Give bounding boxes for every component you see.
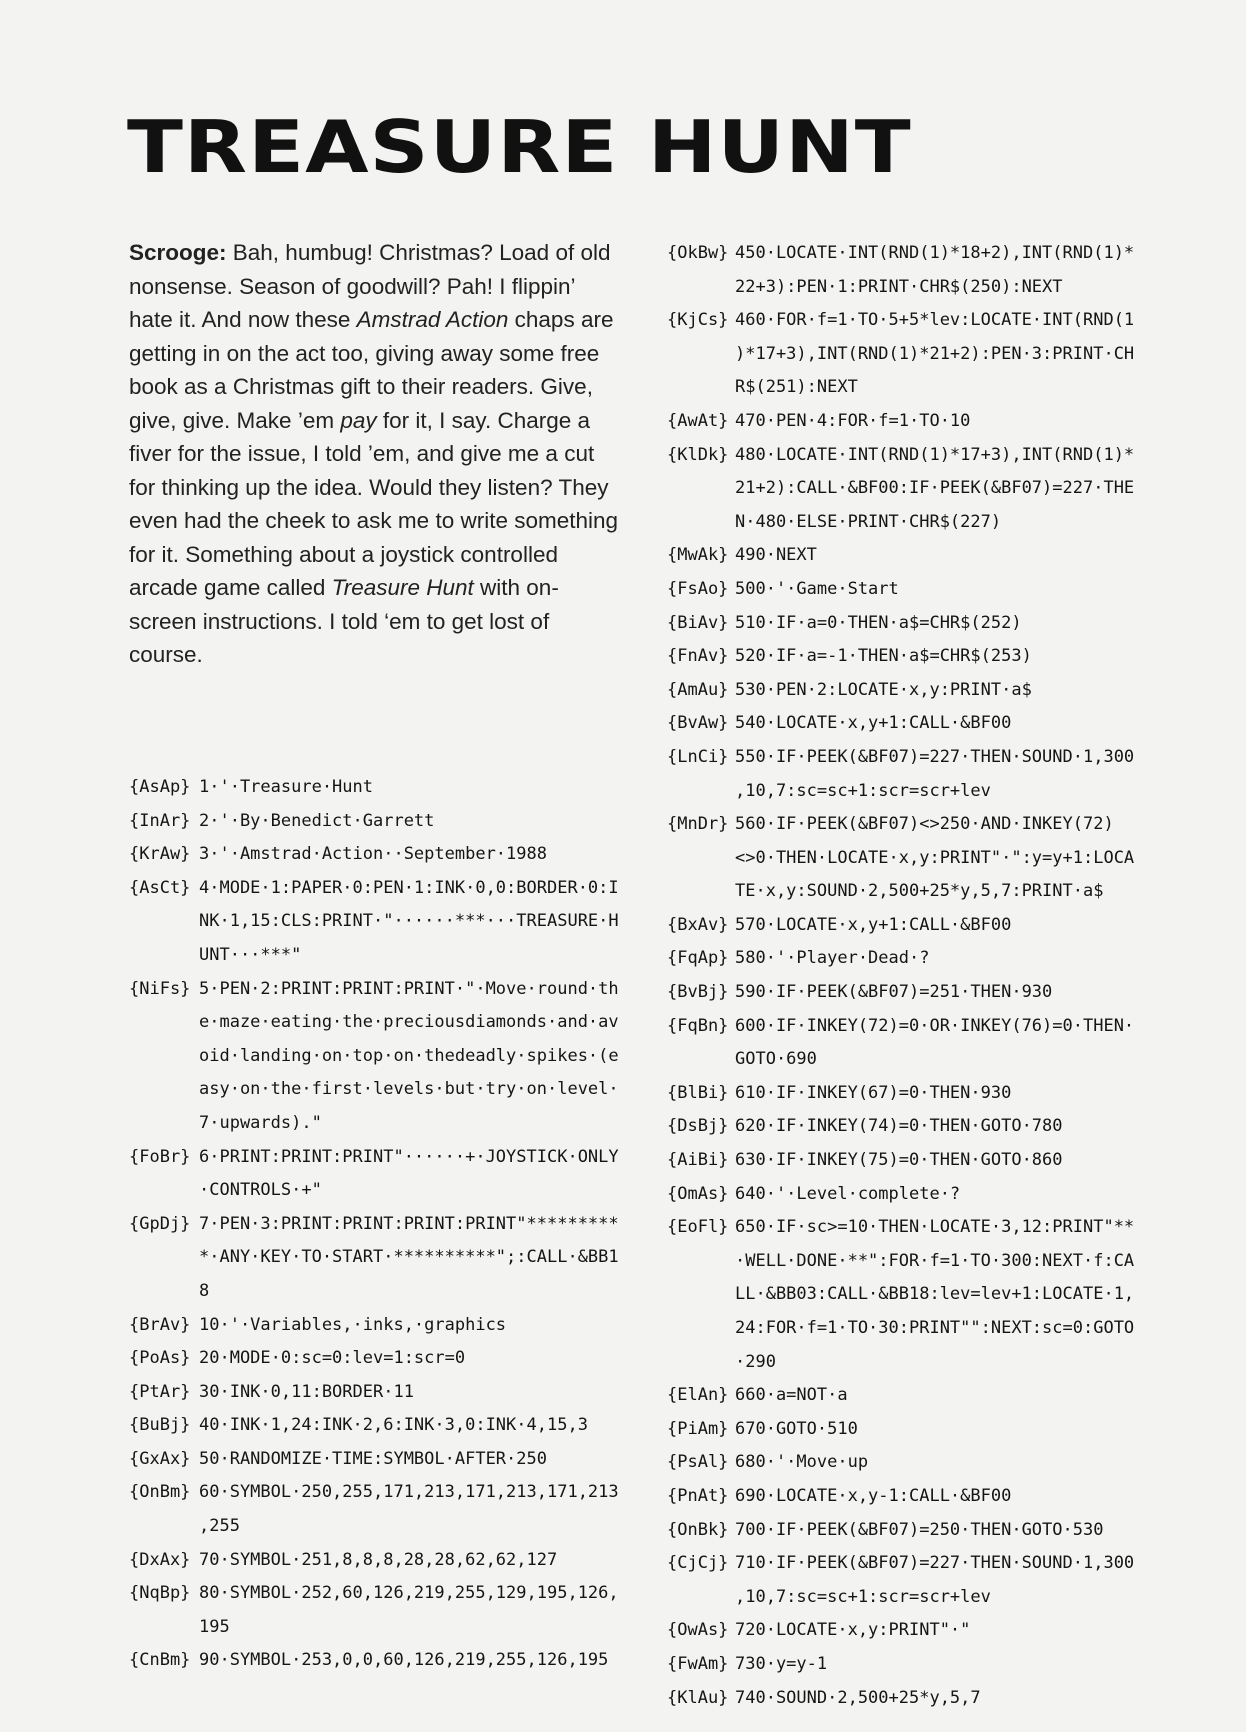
code-line <box>667 1211 1137 1379</box>
checksum-tag: {PiAm} <box>667 1418 729 1439</box>
basic-code: 650·IF·sc>=10·THEN·LOCATE·3,12:PRINT"**·WELL·DONE·**":FOR·f=1·TO·300:NEXT·f:CALL·&BB03:CALL·&BB18:lev=lev+1:LOCATE·1,24:FOR·f=1·TO·30:PRINT"":NEXT:sc=0:GOTO·290 <box>735 1217 1135 1372</box>
checksum-tag: {FqBn} <box>667 1015 729 1036</box>
checksum-tag: {AsAp} <box>129 777 191 797</box>
basic-code: 740·SOUND·2,500+25*y,5,7 <box>735 1687 981 1708</box>
checksum-tag: {EoFl} <box>667 1217 729 1238</box>
basic-code: 50·RANDOMIZE·TIME:SYMBOL·AFTER·250 <box>199 1448 547 1469</box>
basic-code: 480·LOCATE·INT(RND(1)*17+3),INT(RND(1)*21+2):CALL·&BF00:IF·PEEK(&BF07)=227·THEN·480·ELSE·PRINT·CHR$(227) <box>735 444 1135 532</box>
code-line <box>667 1413 1137 1447</box>
basic-code: 540·LOCATE·x,y+1:CALL·&BF00 <box>735 713 1012 734</box>
basic-code: 470·PEN·4:FOR·f=1·TO·10 <box>735 410 971 431</box>
code-line <box>667 539 1137 573</box>
basic-code: 60·SYMBOL·250,255,171,213,171,213,171,213,255 <box>199 1482 619 1537</box>
checksum-tag: {NiFs} <box>129 978 191 999</box>
checksum-tag: {FwAm} <box>667 1653 729 1674</box>
checksum-tag: {AmAu} <box>667 679 729 700</box>
code-line <box>667 439 1137 540</box>
checksum-tag: {PoAs} <box>129 1348 191 1369</box>
basic-code: 5·PEN·2:PRINT:PRINT:PRINT·"·Move·round·the·maze·eating·the·preciousdiamonds·and·avoid·landing·on·top·on·thedeadly·spikes·(easy·on·the·first·levels·but·try·on·level·7·upwards)." <box>199 978 619 1133</box>
code-line <box>667 942 1137 976</box>
checksum-tag: {CjCj} <box>667 1553 729 1574</box>
basic-code: 20·MODE·0:sc=0:lev=1:scr=0 <box>199 1348 466 1369</box>
checksum-tag: {OnBm} <box>129 1482 191 1503</box>
basic-code: 550·IF·PEEK(&BF07)=227·THEN·SOUND·1,300,10,7:sc=sc+1:scr=scr+lev <box>735 746 1135 801</box>
checksum-tag: {KlAu} <box>667 1687 729 1708</box>
basic-code: 670·GOTO·510 <box>735 1418 858 1439</box>
basic-code: 7·PEN·3:PRINT:PRINT:PRINT:PRINT"**********·ANY·KEY·TO·START·**********";:CALL·&BB18 <box>199 1213 619 1301</box>
basic-code: 520·IF·a=-1·THEN·a$=CHR$(253) <box>735 646 1032 667</box>
checksum-tag: {BiAv} <box>667 612 729 633</box>
code-line <box>667 640 1137 674</box>
basic-code: 10·'·Variables,·inks,·graphics <box>199 1314 507 1335</box>
checksum-tag: {FoBr} <box>129 1146 191 1167</box>
code-line <box>667 573 1137 607</box>
code-line <box>667 237 1137 304</box>
checksum-tag: {FsAo} <box>667 578 729 599</box>
basic-code: 530·PEN·2:LOCATE·x,y:PRINT·a$ <box>735 679 1032 700</box>
checksum-tag: {DsBj} <box>667 1116 729 1137</box>
code-line <box>667 1144 1137 1178</box>
intro-emphasis-3: Treasure Hunt <box>331 575 474 600</box>
code-line <box>129 1544 619 1578</box>
checksum-tag: {OwAs} <box>667 1620 729 1641</box>
intro-text-3: for it, I say. Charge a fiver for the issue, I told ’em, and give me a cut for thinking up the idea. Would they listen? They even had the cheek to ask me to write something for it. Something about a joystick controlled arcade game called <box>129 407 619 600</box>
basic-code: 1·'·Treasure·Hunt <box>199 777 373 797</box>
checksum-tag: {AwAt} <box>667 410 729 431</box>
checksum-tag: {AiBi} <box>667 1150 729 1171</box>
code-line <box>129 1376 619 1410</box>
checksum-tag: {GxAx} <box>129 1448 191 1469</box>
speaker-name: Scrooge: <box>129 240 227 265</box>
checksum-tag: {GpDj} <box>129 1213 191 1234</box>
basic-code: 450·LOCATE·INT(RND(1)*18+2),INT(RND(1)*22+3):PEN·1:PRINT·CHR$(250):NEXT <box>735 243 1135 297</box>
code-line <box>129 973 619 1141</box>
checksum-tag: {OkBw} <box>667 243 729 263</box>
basic-code: 40·INK·1,24:INK·2,6:INK·3,0:INK·4,15,3 <box>199 1415 588 1436</box>
checksum-tag: {BvAw} <box>667 713 729 734</box>
code-line <box>667 1379 1137 1413</box>
code-line <box>129 1141 619 1208</box>
basic-code: 510·IF·a=0·THEN·a$=CHR$(252) <box>735 612 1022 633</box>
checksum-tag: {NqBp} <box>129 1583 191 1604</box>
code-line <box>129 1309 619 1343</box>
checksum-tag: {FnAv} <box>667 646 729 667</box>
checksum-tag: {BlBi} <box>667 1082 729 1103</box>
basic-code: 630·IF·INKEY(75)=0·THEN·GOTO·860 <box>735 1150 1063 1171</box>
checksum-tag: {PtAr} <box>129 1381 191 1402</box>
code-line <box>667 1480 1137 1514</box>
basic-code: 90·SYMBOL·253,0,0,60,126,219,255,126,195 <box>199 1650 609 1671</box>
basic-code: 4·MODE·1:PAPER·0:PEN·1:INK·0,0:BORDER·0:INK·1,15:CLS:PRINT·"······***···TREASURE·HUNT···***" <box>199 877 619 965</box>
checksum-tag: {MnDr} <box>667 814 729 835</box>
checksum-tag: {LnCi} <box>667 746 729 767</box>
checksum-tag: {DxAx} <box>129 1549 191 1570</box>
basic-code: 80·SYMBOL·252,60,126,219,255,129,195,126,195 <box>199 1583 619 1637</box>
basic-code: 580·'·Player·Dead·? <box>735 948 930 969</box>
basic-code: 6·PRINT:PRINT:PRINT"······+·JOYSTICK·ONLY·CONTROLS·+" <box>199 1146 619 1201</box>
intro-text-2: chaps are getting in on the act too, giving away some free book as a Christmas gift to their readers. Give, give, give. Make ’em <box>129 307 614 433</box>
basic-code: 500·'·Game·Start <box>735 578 899 599</box>
basic-code: 560·IF·PEEK(&BF07)<>250·AND·INKEY(72)<>0·THEN·LOCATE·x,y:PRINT"·":y=y+1:LOCATE·x,y:SOUND·2,500+25*y,5,7:PRINT·a$ <box>735 814 1135 902</box>
code-line <box>667 808 1137 909</box>
code-line <box>667 1010 1137 1077</box>
basic-code: 620·IF·INKEY(74)=0·THEN·GOTO·780 <box>735 1116 1063 1137</box>
code-listing-right <box>667 237 1137 1715</box>
code-line <box>129 1577 619 1644</box>
code-line <box>129 838 619 872</box>
code-line <box>667 607 1137 641</box>
basic-code: 710·IF·PEEK(&BF07)=227·THEN·SOUND·1,300,10,7:sc=sc+1:scr=scr+lev <box>735 1553 1135 1607</box>
checksum-tag: {OmAs} <box>667 1183 729 1204</box>
code-line <box>667 707 1137 741</box>
basic-code: 460·FOR·f=1·TO·5+5*lev:LOCATE·INT(RND(1)*17+3),INT(RND(1)*21+2):PEN·3:PRINT·CHR$(251):NEXT <box>735 310 1135 398</box>
code-line <box>667 1682 1137 1716</box>
code-line <box>129 1443 619 1477</box>
code-line <box>667 1077 1137 1111</box>
checksum-tag: {MwAk} <box>667 545 729 566</box>
checksum-tag: {PsAl} <box>667 1452 729 1473</box>
code-line <box>667 1446 1137 1480</box>
code-line <box>667 1614 1137 1648</box>
code-line <box>667 741 1137 808</box>
code-line <box>129 1644 619 1678</box>
code-line <box>667 976 1137 1010</box>
code-line <box>667 1110 1137 1144</box>
page-title: TREASURE HUNT <box>127 105 912 190</box>
checksum-tag: {PnAt} <box>667 1485 729 1506</box>
basic-code: 660·a=NOT·a <box>735 1385 848 1406</box>
code-line <box>129 1342 619 1376</box>
basic-code: 570·LOCATE·x,y+1:CALL·&BF00 <box>735 914 1012 935</box>
code-line <box>129 1476 619 1543</box>
basic-code: 680·'·Move·up <box>735 1452 869 1473</box>
intro-text-1: Bah, humbug! Christmas? Load of old nonsense. Season of goodwill? Pah! I flippin’ hate it. And now these <box>129 240 611 332</box>
checksum-tag: {InAr} <box>129 810 191 831</box>
basic-code: 490·NEXT <box>735 545 817 566</box>
checksum-tag: {KjCs} <box>667 310 729 331</box>
basic-code: 720·LOCATE·x,y:PRINT"·" <box>735 1620 971 1641</box>
basic-code: 2·'·By·Benedict·Garrett <box>199 810 435 831</box>
checksum-tag: {OnBk} <box>667 1519 729 1540</box>
intro-emphasis-1: Amstrad Action <box>356 307 509 332</box>
basic-code: 30·INK·0,11:BORDER·11 <box>199 1381 414 1402</box>
checksum-tag: {BxAv} <box>667 914 729 935</box>
basic-code: 3·'·Amstrad·Action··September·1988 <box>199 844 547 865</box>
code-line <box>129 1409 619 1443</box>
checksum-tag: {AsCt} <box>129 877 191 898</box>
code-line <box>667 674 1137 708</box>
code-line <box>129 805 619 839</box>
code-line <box>667 909 1137 943</box>
basic-code: 690·LOCATE·x,y-1:CALL·&BF00 <box>735 1485 1012 1506</box>
basic-code: 590·IF·PEEK(&BF07)=251·THEN·930 <box>735 982 1053 1003</box>
code-line <box>129 1208 619 1309</box>
code-line <box>667 405 1137 439</box>
code-line <box>667 1514 1137 1548</box>
basic-code: 730·y=y-1 <box>735 1653 828 1674</box>
checksum-tag: {ElAn} <box>667 1385 729 1406</box>
intro-text-4: with on-screen instructions. I told ‘em to get lost of course. <box>129 575 559 667</box>
basic-code: 600·IF·INKEY(72)=0·OR·INKEY(76)=0·THEN·GOTO·690 <box>735 1015 1135 1070</box>
checksum-tag: {KlDk} <box>667 444 729 465</box>
code-line <box>667 1648 1137 1682</box>
code-line <box>129 872 619 973</box>
intro-emphasis-2: pay <box>340 407 377 433</box>
basic-code: 640·'·Level·complete·? <box>735 1183 961 1204</box>
code-line <box>667 304 1137 405</box>
checksum-tag: {BrAv} <box>129 1314 191 1335</box>
checksum-tag: {BuBj} <box>129 1415 191 1436</box>
code-line <box>667 1547 1137 1614</box>
checksum-tag: {KrAw} <box>129 844 191 865</box>
checksum-tag: {FqAp} <box>667 948 729 969</box>
basic-code: 700·IF·PEEK(&BF07)=250·THEN·GOTO·530 <box>735 1519 1104 1540</box>
basic-code: 70·SYMBOL·251,8,8,8,28,28,62,62,127 <box>199 1549 558 1570</box>
code-listing-left <box>129 771 619 1678</box>
basic-code: 610·IF·INKEY(67)=0·THEN·930 <box>735 1082 1012 1103</box>
checksum-tag: {CnBm} <box>129 1650 191 1671</box>
code-line <box>129 771 619 805</box>
intro-paragraph <box>129 236 619 672</box>
checksum-tag: {BvBj} <box>667 982 729 1003</box>
code-line <box>667 1178 1137 1212</box>
